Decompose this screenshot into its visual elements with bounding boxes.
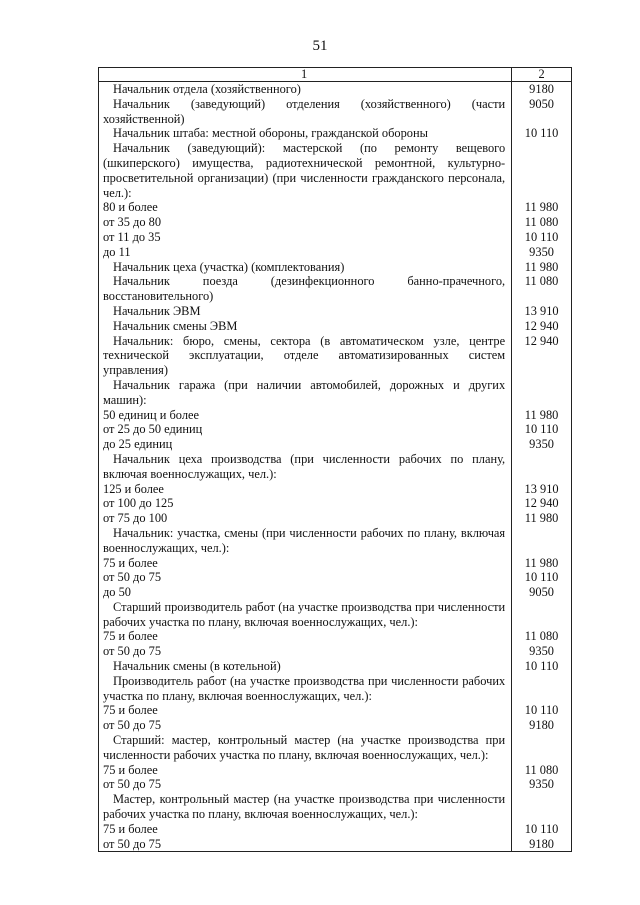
salary-value-cell: 10 110 (512, 703, 572, 718)
position-name-cell: 125 и более (99, 482, 512, 497)
position-name-cell: до 11 (99, 245, 512, 260)
table-header-row (99, 68, 572, 82)
salary-value-cell: 11 080 (512, 629, 572, 644)
salary-value-cell: 11 080 (512, 215, 572, 230)
position-name-cell: от 50 до 75 (99, 777, 512, 792)
position-name-cell: от 11 до 35 (99, 230, 512, 245)
salary-value-cell: 11 980 (512, 556, 572, 571)
salary-value-cell: 9350 (512, 644, 572, 659)
salary-value-cell: 13 910 (512, 304, 572, 319)
table-row (99, 837, 572, 852)
table-row (99, 526, 572, 556)
salary-value-cell (512, 674, 572, 704)
salary-value-cell: 13 910 (512, 482, 572, 497)
table-row (99, 703, 572, 718)
table-row (99, 245, 572, 260)
table-row (99, 378, 572, 408)
salary-value-cell: 9180 (512, 837, 572, 852)
salary-value-cell (512, 600, 572, 630)
position-name-cell: Старший: мастер, контрольный мастер (на участке производства при численности рабочих участка по плану, включая военнослужащих, чел.): (99, 733, 512, 763)
position-name-cell: 75 и более (99, 822, 512, 837)
position-name-cell: Начальник смены ЭВМ (99, 319, 512, 334)
page-number: 51 (312, 38, 328, 54)
salary-value-cell (512, 452, 572, 482)
salary-value-cell: 12 940 (512, 319, 572, 334)
position-name-cell: 75 и более (99, 556, 512, 571)
salary-value-cell: 9050 (512, 97, 572, 127)
position-name-cell: Начальник (заведующий): мастерской (по ремонту вещевого (шкиперского) имущества, радиотехнической ремонтной, культурно-просветительной организации) (при численности гражданского персонала, чел.): (99, 141, 512, 200)
position-name-cell: Начальник гаража (при наличии автомобилей, дорожных и других машин): (99, 378, 512, 408)
table-row (99, 763, 572, 778)
position-name-cell: от 50 до 75 (99, 718, 512, 733)
salary-value-cell (512, 378, 572, 408)
table-row (99, 274, 572, 304)
position-name-cell: 75 и более (99, 629, 512, 644)
position-name-cell: от 35 до 80 (99, 215, 512, 230)
position-name-cell: Начальник: участка, смены (при численности рабочих по плану, включая военнослужащих, чел.): (99, 526, 512, 556)
table-row (99, 126, 572, 141)
table-row (99, 334, 572, 378)
salary-value-cell: 11 980 (512, 408, 572, 423)
position-name-cell: от 50 до 75 (99, 644, 512, 659)
position-name-cell: Начальник отдела (хозяйственного) (99, 82, 512, 97)
salary-value-cell: 10 110 (512, 126, 572, 141)
table-row (99, 452, 572, 482)
position-name-cell: от 75 до 100 (99, 511, 512, 526)
salary-value-cell: 10 110 (512, 570, 572, 585)
table-row (99, 215, 572, 230)
table-row (99, 304, 572, 319)
table-row (99, 437, 572, 452)
table-row (99, 822, 572, 837)
table-row (99, 496, 572, 511)
table-row (99, 674, 572, 704)
salary-value-cell: 11 980 (512, 260, 572, 275)
table-row (99, 230, 572, 245)
position-name-cell: 80 и более (99, 200, 512, 215)
column-header-1: 1 (99, 68, 512, 82)
salary-value-cell (512, 792, 572, 822)
salary-table-body (99, 68, 572, 852)
position-name-cell: до 25 единиц (99, 437, 512, 452)
table-row (99, 777, 572, 792)
position-name-cell: Начальник поезда (дезинфекционного банно-прачечного, восстановительного) (99, 274, 512, 304)
salary-value-cell: 11 980 (512, 200, 572, 215)
salary-value-cell: 11 980 (512, 511, 572, 526)
position-name-cell: 75 и более (99, 703, 512, 718)
position-name-cell: от 50 до 75 (99, 837, 512, 852)
position-name-cell: от 50 до 75 (99, 570, 512, 585)
table-row (99, 482, 572, 497)
salary-value-cell: 12 940 (512, 334, 572, 378)
salary-value-cell: 10 110 (512, 422, 572, 437)
salary-value-cell: 10 110 (512, 659, 572, 674)
position-name-cell: 75 и более (99, 763, 512, 778)
position-name-cell: 50 единиц и более (99, 408, 512, 423)
table-row (99, 260, 572, 275)
position-name-cell: до 50 (99, 585, 512, 600)
table-row (99, 97, 572, 127)
position-name-cell: Мастер, контрольный мастер (на участке производства при численности рабочих участка по плану, включая военнослужащих, чел.): (99, 792, 512, 822)
table-row (99, 511, 572, 526)
position-name-cell: Начальник штаба: местной обороны, гражданской обороны (99, 126, 512, 141)
table-row (99, 600, 572, 630)
salary-value-cell: 11 080 (512, 274, 572, 304)
salary-value-cell: 10 110 (512, 822, 572, 837)
position-name-cell: Начальник смены (в котельной) (99, 659, 512, 674)
salary-value-cell: 9350 (512, 245, 572, 260)
salary-table (98, 67, 572, 852)
salary-value-cell: 9180 (512, 82, 572, 97)
position-name-cell: Производитель работ (на участке производства при численности рабочих участка по плану, включая военнослужащих, чел.): (99, 674, 512, 704)
salary-value-cell: 9050 (512, 585, 572, 600)
table-row (99, 408, 572, 423)
table-row (99, 200, 572, 215)
table-row (99, 585, 572, 600)
salary-value-cell (512, 141, 572, 200)
salary-value-cell (512, 733, 572, 763)
position-name-cell: Начальник цеха производства (при численности рабочих по плану, включая военнослужащих, чел.): (99, 452, 512, 482)
table-row (99, 629, 572, 644)
position-name-cell: Начальник ЭВМ (99, 304, 512, 319)
position-name-cell: от 25 до 50 единиц (99, 422, 512, 437)
table-row (99, 570, 572, 585)
table-row (99, 659, 572, 674)
salary-value-cell: 10 110 (512, 230, 572, 245)
salary-value-cell: 11 080 (512, 763, 572, 778)
table-row (99, 644, 572, 659)
position-name-cell: от 100 до 125 (99, 496, 512, 511)
salary-value-cell (512, 526, 572, 556)
position-name-cell: Начальник: бюро, смены, сектора (в автоматическом узле, центре технической эксплуатации, отделе автоматизированных систем управления) (99, 334, 512, 378)
table-row (99, 792, 572, 822)
column-header-2: 2 (512, 68, 572, 82)
salary-value-cell: 12 940 (512, 496, 572, 511)
table-row (99, 319, 572, 334)
table-row (99, 422, 572, 437)
position-name-cell: Старший производитель работ (на участке производства при численности рабочих участка по плану, включая военнослужащих, чел.): (99, 600, 512, 630)
position-name-cell: Начальник цеха (участка) (комплектования) (99, 260, 512, 275)
salary-value-cell: 9350 (512, 437, 572, 452)
salary-value-cell: 9350 (512, 777, 572, 792)
table-row (99, 82, 572, 97)
salary-value-cell: 9180 (512, 718, 572, 733)
table-row (99, 718, 572, 733)
table-row (99, 556, 572, 571)
table-row (99, 733, 572, 763)
position-name-cell: Начальник (заведующий) отделения (хозяйственного) (части хозяйственной) (99, 97, 512, 127)
table-row (99, 141, 572, 200)
